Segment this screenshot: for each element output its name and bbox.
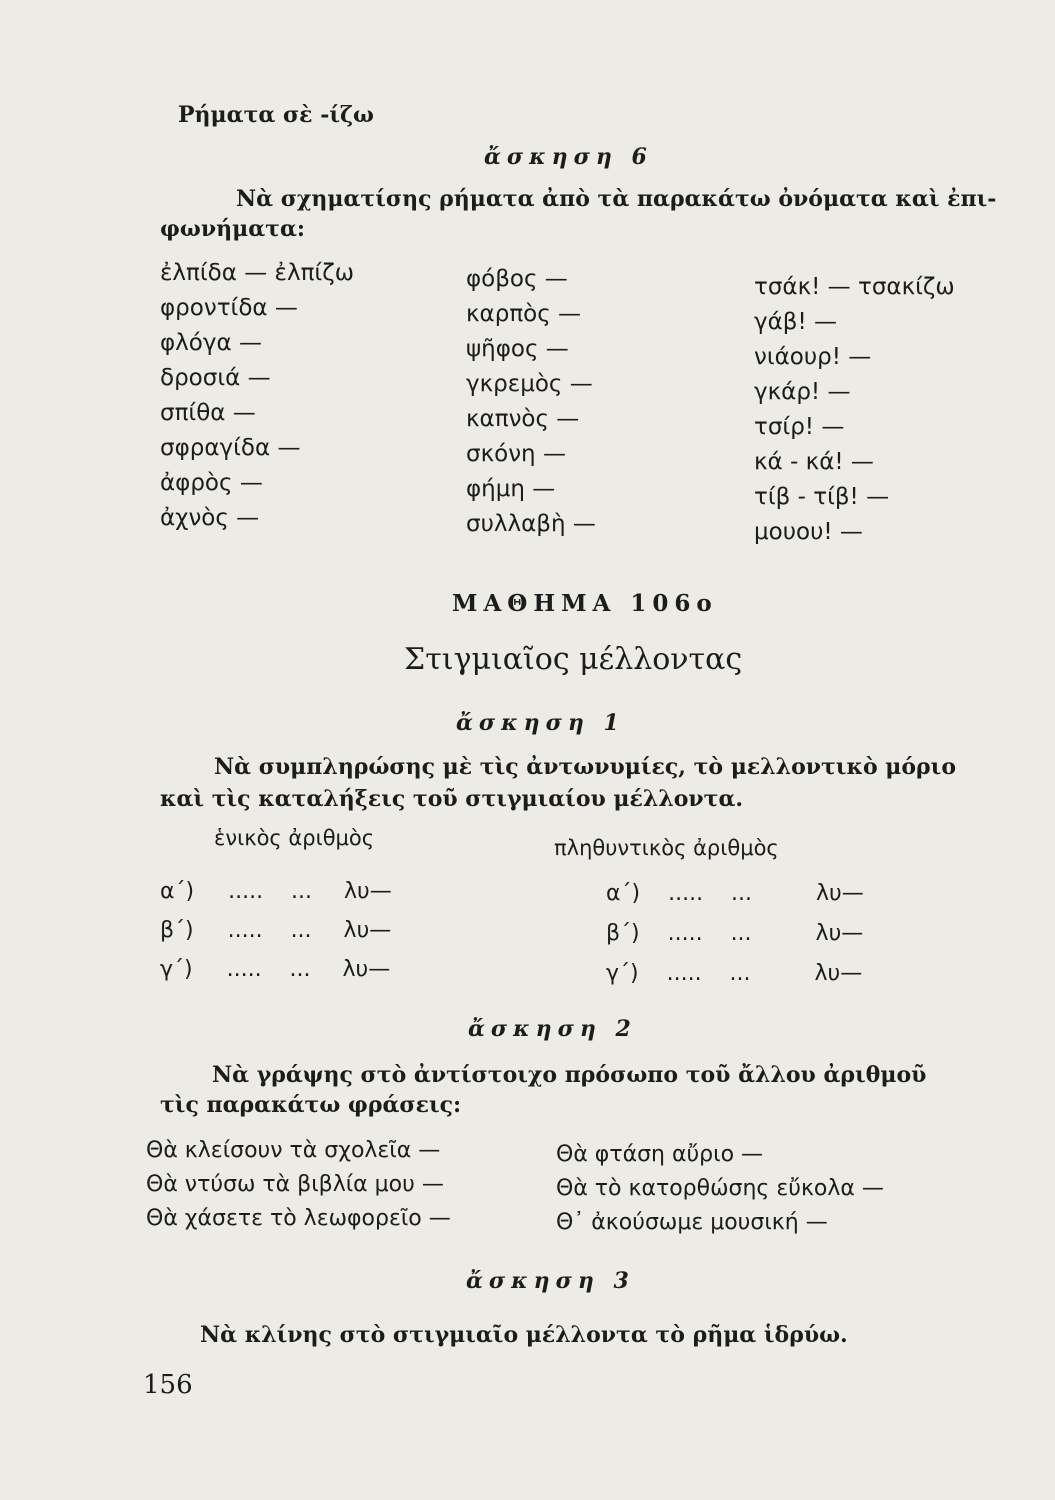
word-item: δροσιά — <box>160 365 271 391</box>
sentence-item: Θὰ τὸ κατορθώσης εὔκολα — <box>556 1176 884 1201</box>
exercise-2-instruction: Νὰ γράψης στὸ ἀντίστοιχο πρόσωπο τοῦ ἄλλου ἀριθμοῦ <box>212 1062 927 1088</box>
blank-dots: ..... ... <box>226 957 311 982</box>
word-item: γάβ! — <box>754 309 837 335</box>
sentence-item: Θὰ κλείσουν τὰ σχολεῖα — <box>146 1138 441 1163</box>
exercise-2-right-column <box>556 1138 884 1240</box>
word-item: φροντίδα — <box>160 295 298 321</box>
exercise-3-instruction: Νὰ κλίνης στὸ στιγμιαῖο μέλλοντα τὸ ρῆμα ἱδρύω. <box>200 1322 848 1348</box>
word-item: ἐλπίδα — ἐλπίζω <box>160 260 354 286</box>
stem: λυ— <box>343 918 392 943</box>
row-label: α΄) <box>606 881 641 906</box>
singular-table <box>160 872 392 989</box>
sentence-item: Θὰ χάσετε τὸ λεωφορεῖο — <box>146 1206 451 1231</box>
plural-header: πληθυντικὸς ἀριθμὸς <box>554 836 779 860</box>
word-item: ψῆφος — <box>466 336 569 362</box>
row-label: β΄) <box>160 918 194 943</box>
word-item: τίβ - τίβ! — <box>754 484 890 510</box>
word-item: σπίθα — <box>160 400 256 426</box>
word-item: φήμη — <box>466 476 556 502</box>
word-item: σκόνη — <box>466 441 566 467</box>
plural-table <box>606 874 864 994</box>
exercise-6-column-2 <box>466 262 596 542</box>
table-row <box>160 911 392 950</box>
exercise-3-title: ἄσκηση 3 <box>466 1268 635 1294</box>
blank-dots: ..... ... <box>227 918 312 943</box>
word-item: γκάρ! — <box>754 379 851 405</box>
exercise-2-instruction-cont: τὶς παρακάτω φράσεις: <box>160 1092 462 1118</box>
table-row <box>160 950 392 989</box>
table-row <box>606 954 864 994</box>
row-label: α΄) <box>160 879 195 904</box>
blank-dots: ..... ... <box>228 879 313 904</box>
blank-dots: ..... ... <box>667 921 752 946</box>
word-item: ἀφρὸς — <box>160 470 263 496</box>
blank-dots: ..... ... <box>668 881 753 906</box>
exercise-6-instruction-cont: φωνήματα: <box>160 216 305 242</box>
word-item: κά - κά! — <box>754 449 874 475</box>
exercise-6-title: ἄσκηση 6 <box>484 144 653 170</box>
exercise-6-column-3 <box>754 270 955 550</box>
sentence-item: Θὰ ντύσω τὰ βιβλία μου — <box>146 1172 444 1197</box>
sentence-item: Θ᾽ ἀκούσωμε μουσική — <box>556 1210 828 1235</box>
exercise-1-instruction-cont: καὶ τὶς καταλήξεις τοῦ στιγμιαίου μέλλοντα. <box>160 786 744 812</box>
stem: λυ— <box>344 879 392 904</box>
exercise-2-left-column <box>146 1134 451 1236</box>
page-number: 156 <box>143 1370 193 1400</box>
row-label: γ΄) <box>606 961 639 986</box>
word-item: καρπὸς — <box>466 301 582 327</box>
word-item: φόβος — <box>466 266 568 292</box>
word-item: ἀχνὸς — <box>160 505 260 531</box>
table-row <box>160 872 392 911</box>
sentence-item: Θὰ φτάση αὔριο — <box>556 1142 764 1167</box>
word-item: φλόγα — <box>160 330 262 356</box>
lesson-title: ΜΑΘΗΜΑ 106ο <box>452 590 718 617</box>
singular-header: ἑνικὸς ἀριθμὸς <box>214 826 375 850</box>
blank-dots: ..... ... <box>666 961 751 986</box>
section-heading: Ρήματα σὲ -ίζω <box>178 102 374 128</box>
exercise-6-instruction: Νὰ σχηματίσης ρήματα ἀπὸ τὰ παρακάτω ὀνόματα καὶ ἐπι- <box>236 186 997 212</box>
word-item: νιάουρ! — <box>754 344 872 370</box>
table-row <box>606 874 864 914</box>
word-item: μουου! — <box>754 519 863 545</box>
row-label: β΄) <box>606 921 640 946</box>
row-label: γ΄) <box>160 957 193 982</box>
word-item: γκρεμὸς — <box>466 371 593 397</box>
table-row <box>606 914 864 954</box>
stem: λυ— <box>816 881 864 906</box>
word-item: καπνὸς — <box>466 406 580 432</box>
stem: λυ— <box>342 957 391 982</box>
word-item: τσίρ! — <box>754 414 845 440</box>
word-item: τσάκ! — τσακίζω <box>754 274 955 300</box>
lesson-subtitle: Στιγμιαῖος μέλλοντας <box>404 642 743 677</box>
word-item: συλλαβὴ — <box>466 511 596 537</box>
exercise-1-instruction: Νὰ συμπληρώσης μὲ τὶς ἀντωνυμίες, τὸ μελλοντικὸ μόριο <box>214 754 957 780</box>
stem: λυ— <box>814 961 863 986</box>
stem: λυ— <box>815 921 864 946</box>
exercise-2-title: ἄσκηση 2 <box>468 1016 637 1042</box>
exercise-1-title: ἄσκηση 1 <box>456 710 625 736</box>
word-item: σφραγίδα — <box>160 435 301 461</box>
exercise-6-column-1 <box>160 256 354 536</box>
